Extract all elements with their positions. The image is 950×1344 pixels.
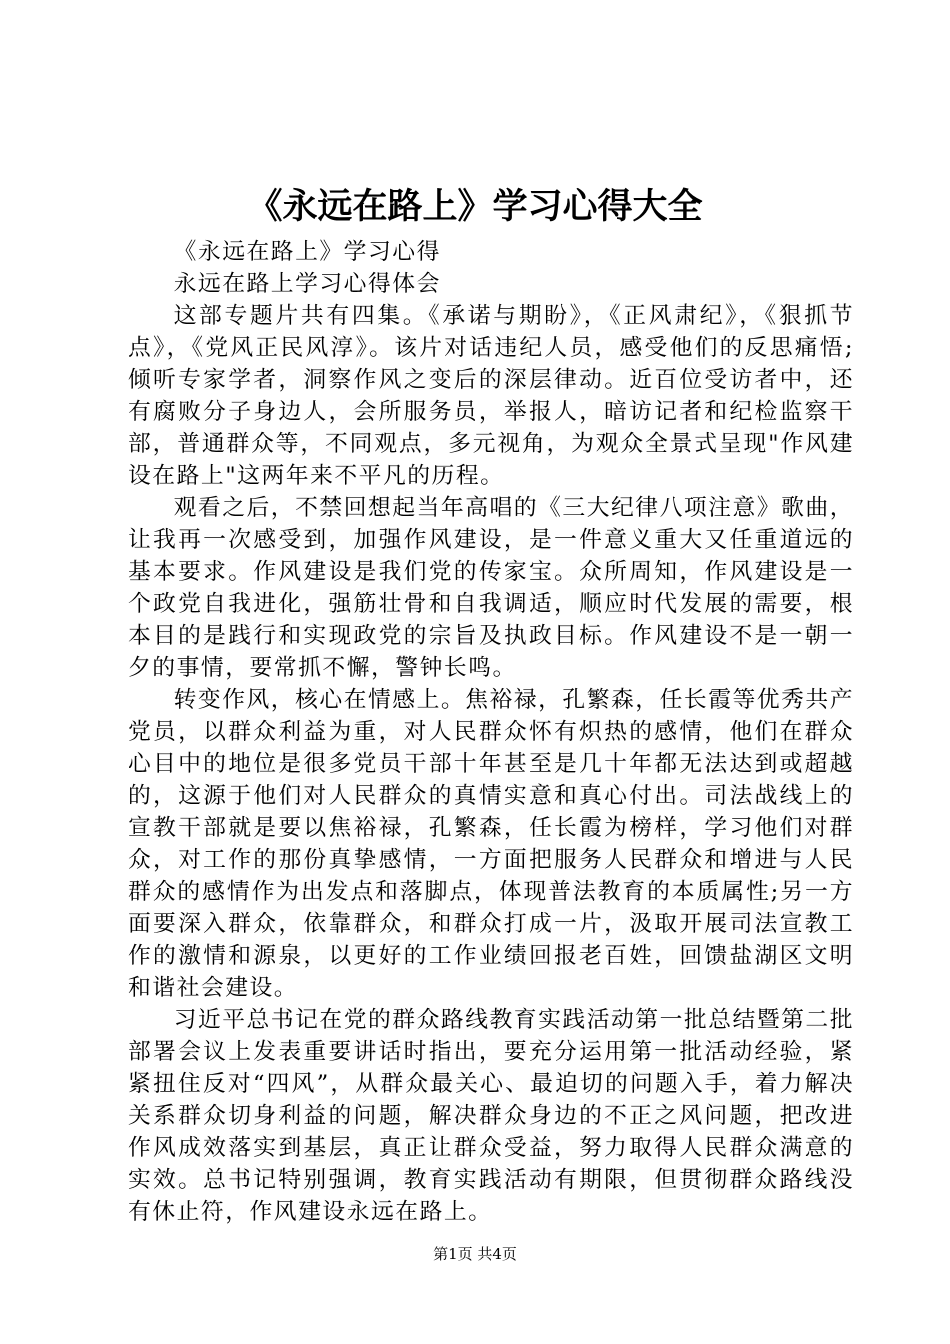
paragraph-1: 这部专题片共有四集。《承诺与期盼》，《正风肃纪》，《狠抓节点》，《党风正民风淳》。该片对话违纪人员，感受他们的反思痛悟;倾听专家学者，洞察作风之变后的深层律动。近百位受访者中，还有腐败分子身边人，会所服务员，举报人，暗访记者和纪检监察干部，普通群众等，不同观点，多元视角，为观众全景式呈现"作风建设在路上"这两年来不平凡的历程。 [128, 303, 854, 489]
document-body [128, 236, 854, 1228]
paragraph-2: 观看之后，不禁回想起当年高唱的《三大纪律八项注意》歌曲，让我再一次感受到，加强作风建设，是一件意义重大又任重道远的基本要求。作风建设是我们党的传家宝。众所周知，作风建设是一个政党自我进化，强筋壮骨和自我调适，顺应时代发展的需要，根本目的是践行和实现政党的宗旨及执政目标。作风建设不是一朝一夕的事情，要常抓不懈，警钟长鸣。 [128, 495, 854, 681]
document-title: 《永远在路上》学习心得大全 [247, 187, 703, 227]
paragraph-3: 转变作风，核心在情感上。焦裕禄，孔繁森，任长霞等优秀共产党员，以群众利益为重，对人民群众怀有炽热的感情，他们在群众心目中的地位是很多党员干部十年甚至是几十年都无法达到或超越的，这源于他们对人民群众的真情实意和真心付出。司法战线上的宣教干部就是要以焦裕禄，孔繁森，任长霞为榜样，学习他们对群众，对工作的那份真挚感情，一方面把服务人民群众和增进与人民群众的感情作为出发点和落脚点，体现普法教育的本质属性;另一方面要深入群众，依靠群众，和群众打成一片，汲取开展司法宣教工作的激情和源泉，以更好的工作业绩回报老百姓，回馈盐湖区文明和谐社会建设。 [128, 687, 854, 1001]
subtitle-2: 永远在路上学习心得体会 [173, 271, 441, 297]
page-footer: 第1页 共4页 [433, 1245, 517, 1263]
subtitle-1: 《永远在路上》学习心得 [173, 239, 441, 265]
paragraph-4: 习近平总书记在党的群众路线教育实践活动第一批总结暨第二批部署会议上发表重要讲话时指出，要充分运用第一批活动经验，紧紧扭住反对“四风”，从群众最关心、最迫切的问题入手，着力解决关系群众切身利益的问题，解决群众身边的不正之风问题，把改进作风成效落实到基层，真正让群众受益，努力取得人民群众满意的实效。总书记特别强调，教育实践活动有期限，但贯彻群众路线没有休止符，作风建设永远在路上。 [128, 1007, 854, 1225]
